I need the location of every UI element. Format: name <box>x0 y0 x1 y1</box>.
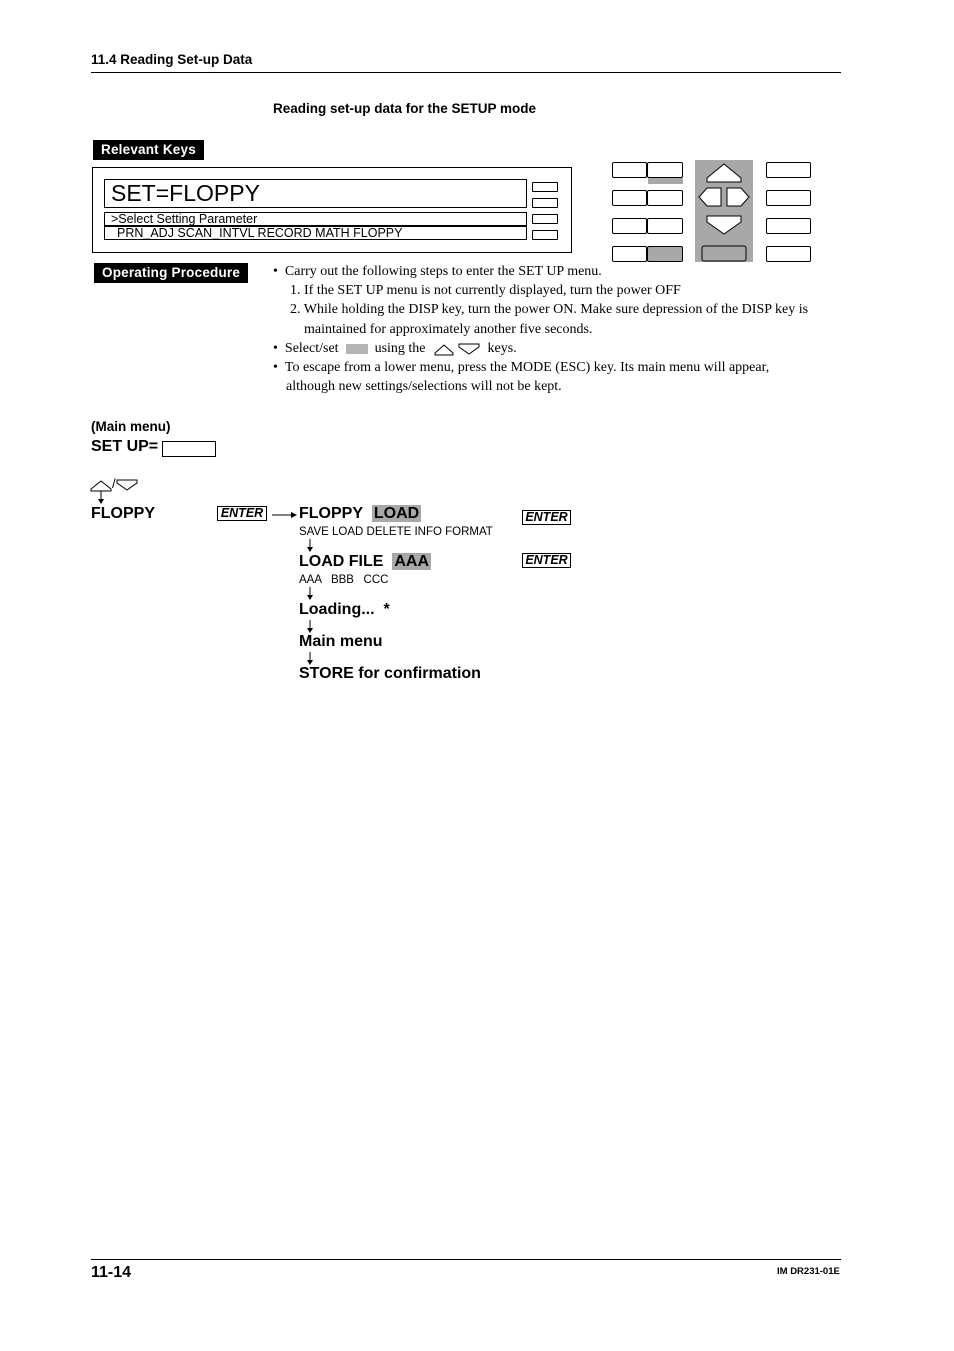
footer-rule <box>91 1259 841 1260</box>
header-rule <box>91 72 841 73</box>
floppy-submenu-label: FLOPPY <box>299 505 364 522</box>
setup-label: SET UP= <box>91 438 159 455</box>
lcd-line2: PRN_ADJ SCAN_INTVL RECORD MATH FLOPPY <box>104 226 527 240</box>
down-arrow-icon <box>96 491 106 505</box>
lcd-title: SET=FLOPPY <box>104 179 527 208</box>
procedure-step-2-cont: maintained for approximately another five seconds. <box>304 322 593 337</box>
main-menu-return: Main menu <box>299 633 383 650</box>
arrow-keys-icon <box>695 160 753 262</box>
lcd-soft-key <box>532 182 558 192</box>
lcd-line1: >Select Setting Parameter <box>104 212 527 226</box>
floppy-options: SAVE LOAD DELETE INFO FORMAT <box>299 526 493 538</box>
document-id: IM DR231-01E <box>777 1266 840 1277</box>
keypad-key <box>766 246 811 262</box>
file-value: AAA <box>394 553 429 570</box>
section-header: 11.4 Reading Set-up Data <box>91 52 253 67</box>
keypad-key <box>612 190 647 206</box>
procedure-bullet-3: • To escape from a lower menu, press the MODE (ESC) key. Its main menu will appear, <box>273 360 770 375</box>
down-arrow-icon <box>305 652 315 666</box>
procedure-bullet-3-cont: although new settings/selections will not be kept. <box>286 379 562 394</box>
procedure-text: To escape from a lower menu, press the MODE (ESC) key. Its main menu will appear, <box>284 360 770 375</box>
procedure-text: Select/set <box>284 341 339 356</box>
keypad-key <box>612 218 647 234</box>
load-value: LOAD <box>373 505 420 522</box>
up-down-keys-icon <box>433 342 481 356</box>
enter-key: ENTER <box>522 553 571 568</box>
enter-key: ENTER <box>522 510 571 525</box>
up-key-icon <box>90 478 112 492</box>
load-file-title <box>299 553 431 571</box>
nav-separator: / <box>112 476 116 491</box>
relevant-keys-badge: Relevant Keys <box>93 140 204 160</box>
keypad-key <box>647 190 683 206</box>
store-confirmation: STORE for confirmation <box>299 665 481 682</box>
keypad-key <box>612 162 647 178</box>
keypad-key <box>647 162 683 178</box>
procedure-bullet-2: • Select/set using the keys. <box>273 341 517 356</box>
procedure-text: Carry out the following steps to enter the SET UP menu. <box>284 264 602 279</box>
keypad-key-shade <box>648 178 683 184</box>
down-arrow-icon <box>305 620 315 634</box>
down-arrow-icon <box>305 587 315 601</box>
page-subtitle: Reading set-up data for the SETUP mode <box>273 101 537 116</box>
procedure-text: keys. <box>487 341 517 356</box>
nav-keys <box>90 476 138 492</box>
down-arrow-icon <box>305 539 315 553</box>
load-file-label: LOAD FILE <box>299 553 384 570</box>
file-options: AAA BBB CCC <box>299 574 389 586</box>
lcd-soft-key <box>532 214 558 224</box>
loading-status: Loading... * <box>299 601 390 618</box>
operating-procedure-badge: Operating Procedure <box>94 263 248 283</box>
right-arrow-icon <box>272 510 298 520</box>
lcd-soft-key <box>532 198 558 208</box>
procedure-bullet-1: • Carry out the following steps to enter the SET UP menu. <box>273 264 602 279</box>
keypad-key <box>766 218 811 234</box>
procedure-step-1: 1. If the SET UP menu is not currently displayed, turn the power OFF <box>290 283 681 298</box>
keypad-key <box>766 162 811 178</box>
floppy-item: FLOPPY <box>91 505 156 522</box>
keypad-key-highlighted <box>647 246 683 262</box>
keypad-key <box>647 218 683 234</box>
floppy-submenu-title <box>299 505 421 523</box>
keypad-key <box>612 246 647 262</box>
enter-key: ENTER <box>217 506 267 521</box>
page-number: 11-14 <box>91 1264 132 1281</box>
main-menu-label: (Main menu) <box>91 419 171 434</box>
down-key-icon <box>116 478 138 492</box>
lcd-soft-key <box>532 230 558 240</box>
procedure-text: using the <box>374 341 426 356</box>
keypad-key <box>766 190 811 206</box>
procedure-step-2: 2. While holding the DISP key, turn the power ON. Make sure depression of the DISP key is <box>290 302 809 317</box>
setup-value-box <box>162 441 216 457</box>
setting-swatch <box>346 344 368 354</box>
